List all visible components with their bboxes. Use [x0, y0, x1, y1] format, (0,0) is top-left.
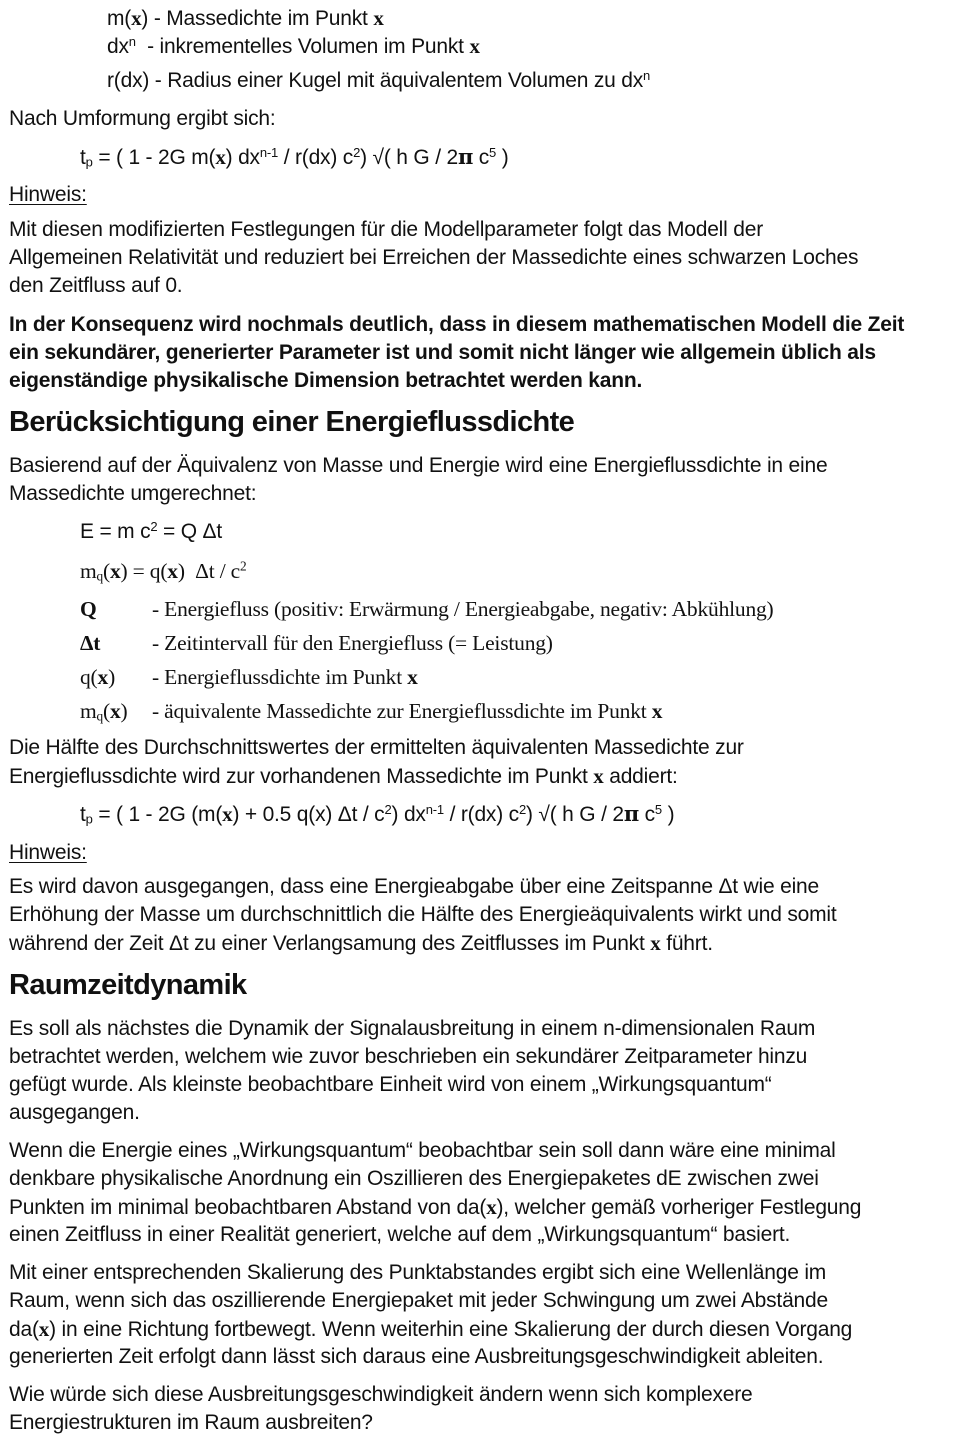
note-line: Erhöhung der Masse um durchschnittlich die Hälfte des Energieäquivalents wirkt und somit — [9, 903, 837, 926]
section-heading: Raumzeitdynamik — [9, 969, 247, 1001]
paragraph-line: denkbare physikalische Anordnung ein Oszillieren des Energiepaketes dE zwischen zwei — [9, 1167, 819, 1190]
conclusion-line: In der Konsequenz wird nochmals deutlich, dass in diesem mathematischen Modell die Zeit — [9, 313, 905, 336]
definition-row: q(x) - Energieflussdichte im Punkt x — [80, 665, 418, 689]
definition-row: Δt - Zeitintervall für den Energiefluss (= Leistung) — [80, 631, 553, 655]
note-line: den Zeitfluss auf 0. — [9, 274, 183, 297]
note-line: Mit diesen modifizierten Festlegungen für die Modellparameter folgt das Modell der — [9, 218, 763, 241]
section-heading: Berücksichtigung einer Energieflussdichte — [9, 406, 575, 438]
paragraph-line: Mit einer entsprechenden Skalierung des Punktabstandes ergibt sich eine Wellenlänge im — [9, 1261, 827, 1284]
paragraph-line: betrachtet werden, welchem wie zuvor beschrieben ein sekundärer Zeitparameter hinzu — [9, 1045, 808, 1068]
note-line: Es wird davon ausgegangen, dass eine Energieabgabe über eine Zeitspanne Δt wie eine — [9, 875, 819, 898]
paragraph-line: Wenn die Energie eines „Wirkungsquantum“ beobachtbar sein soll dann wäre eine minimal — [9, 1139, 836, 1162]
paragraph-line: Energieflussdichte wird zur vorhandenen Massedichte im Punkt x addiert: — [9, 764, 678, 788]
paragraph-line: einen Zeitfluss in einer Realität generiert, welche auf dem „Wirkungsquantum“ basiert. — [9, 1223, 791, 1246]
paragraph-line: Raum, wenn sich das oszillierende Energiepaket mit jeder Schwingung um zwei Abstände — [9, 1289, 828, 1312]
paragraph-line: Basierend auf der Äquivalenz von Masse und Energie wird eine Energieflussdichte in eine — [9, 454, 828, 477]
paragraph-line: gefügt wurde. Als kleinste beobachtbare Einheit wird von einem „Wirkungsquantum“ — [9, 1073, 772, 1096]
note-line: während der Zeit Δt zu einer Verlangsamung des Zeitflusses im Punkt x führt. — [9, 931, 713, 955]
note-line: Allgemeinen Relativität und reduziert bei Erreichen der Massedichte eines schwarzen Loches — [9, 246, 859, 269]
formula-tp: $t_p$ = ( 1 - 2G m(x) $dx^{n-1} / r(dx)$ $c^2$) √( h G / 2π $c^5$ ) — [80, 144, 509, 170]
formula-energy: E = m $c^2 = Q$ Δt — [80, 518, 222, 543]
intro-text: Nach Umformung ergibt sich: — [9, 107, 276, 130]
formula-tp-extended: $t_p$ = ( 1 - 2G (m(x) + 0.5 q(x) Δt / $c^2$) $dx^{n-1} / r(dx)$ $c^2$) √( h G / 2π $c^5$ ) — [80, 801, 675, 827]
note-label: Hinweis: — [9, 183, 87, 206]
paragraph-line: Massedichte umgerechnet: — [9, 482, 257, 505]
definition-incremental-volume: $dx^n$ - inkrementelles Volumen im Punkt x — [107, 33, 480, 58]
paragraph-line: Energiestrukturen im Raum ausbreiten? — [9, 1411, 373, 1434]
paragraph-line: Punkten im minimal beobachtbaren Abstand von da(x), welcher gemäß vorheriger Festlegung — [9, 1195, 862, 1219]
paragraph-line: Die Hälfte des Durchschnittswertes der ermittelten äquivalenten Massedichte zur — [9, 736, 744, 759]
paragraph-line: generierten Zeit erfolgt dann lässt sich daraus eine Ausbreitungsgeschwindigkeit ableiten. — [9, 1345, 824, 1368]
formula-mq: $m_q(x) = q(x)$ Δt / $c^2$ — [80, 558, 247, 584]
paragraph-line: Wie würde sich diese Ausbreitungsgeschwindigkeit ändern wenn sich komplexere — [9, 1383, 753, 1406]
definition-row: $m_q(x)$ - äquivalente Massedichte zur Energieflussdichte im Punkt x — [80, 699, 663, 724]
note-label: Hinweis: — [9, 841, 87, 864]
conclusion-line: ein sekundärer, generierter Parameter ist und somit nicht länger wie allgemein üblich als — [9, 341, 876, 364]
definition-radius: r(dx) - Radius einer Kugel mit äquivalentem Volumen zu $dx^n$ — [107, 67, 651, 92]
definition-mass-density: m(x) - Massedichte im Punkt x — [107, 6, 384, 30]
paragraph-line: ausgegangen. — [9, 1101, 140, 1124]
paragraph-line: da(x) in eine Richtung fortbewegt. Wenn weiterhin eine Skalierung der durch diesen Vorgang — [9, 1317, 853, 1341]
conclusion-line: eigenständige physikalische Dimension betrachtet werden kann. — [9, 369, 643, 392]
paragraph-line: Es soll als nächstes die Dynamik der Signalausbreitung in einem n-dimensionalen Raum — [9, 1017, 816, 1040]
definition-row: Q - Energiefluss (positiv: Erwärmung / Energieabgabe, negativ: Abkühlung) — [80, 597, 774, 621]
